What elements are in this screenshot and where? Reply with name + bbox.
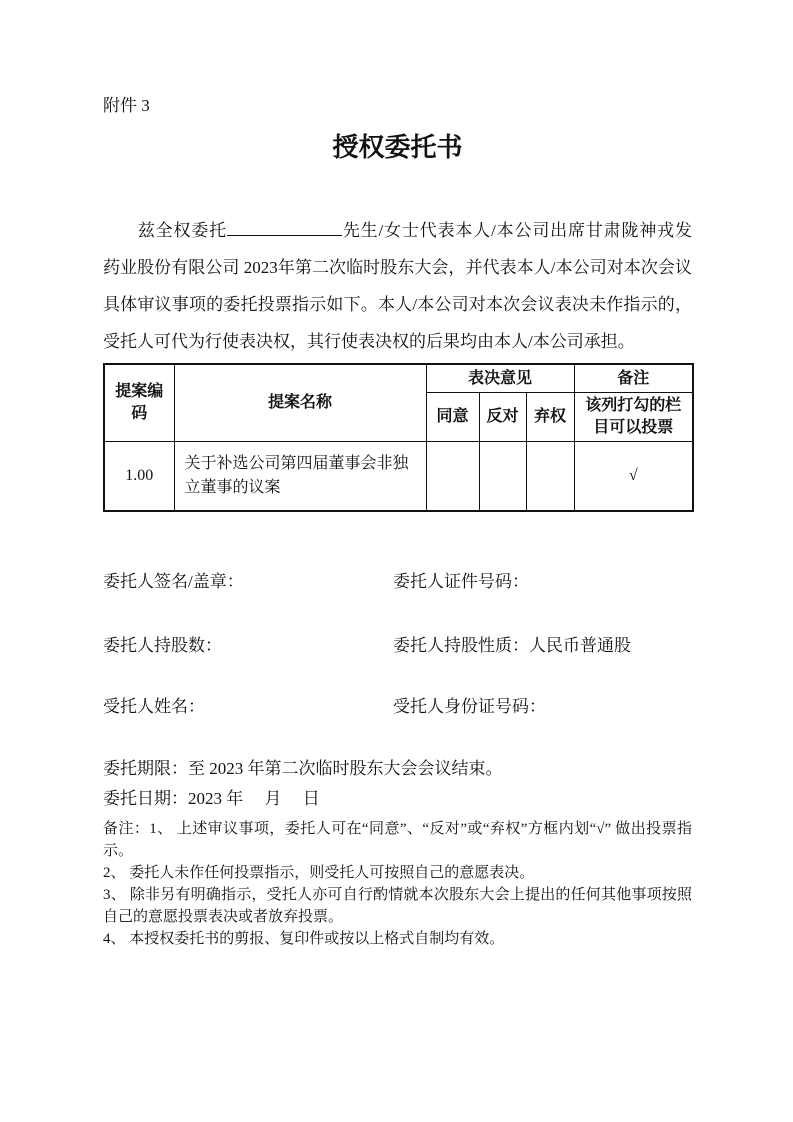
note-2: 2、 委托人未作任何投票指示，则受托人可按照自己的意愿表决。 xyxy=(103,865,535,881)
field-row-shares xyxy=(103,635,692,657)
header-remark-note: 该列打勾的栏目可以投票 xyxy=(574,393,693,442)
proposal-name-cell: 关于补选公司第四届董事会非独立董事的议案 xyxy=(174,442,426,512)
header-voting-opinion: 表决意见 xyxy=(426,364,574,393)
intro-line-1-prefix: 兹全权委托 xyxy=(137,221,228,240)
attachment-label: 附件 3 xyxy=(103,96,150,115)
intro-line-2: 药业股份有限公司 2023年第二次临时股东大会，并代表本人/本公司对本次会议 xyxy=(103,258,692,277)
principal-name-blank xyxy=(227,217,342,236)
principal-id-label: 委托人证件号码： xyxy=(393,572,529,591)
note-3: 3、 除非另有明确指示，受托人亦可自行酌情就本次股东大会上提出的任何其他事项按照自己的意愿投票表决或者放弃投票。 xyxy=(103,887,692,925)
date-label: 委托日期：2023 年 月 日 xyxy=(103,789,320,808)
header-proposal-name: 提案名称 xyxy=(174,364,426,442)
agree-vote-cell xyxy=(426,442,479,512)
header-remark: 备注 xyxy=(574,364,693,393)
principal-shares-label: 委托人持股数： xyxy=(103,636,222,655)
note-1: 备注：1、 上述审议事项，委托人可在“同意”、“反对”或“弃权”方框内划“√” 做出投票指示。 xyxy=(103,821,692,859)
field-row-signature xyxy=(103,571,692,593)
oppose-vote-cell xyxy=(479,442,526,512)
period-label: 委托期限：至 2023 年第二次临时股东大会会议结束。 xyxy=(103,759,503,778)
intro-line-1 xyxy=(103,212,692,249)
trustee-id-label: 受托人身份证号码： xyxy=(393,697,546,716)
intro-line-1-suffix: 先生/女士代表本人/本公司出席甘肃陇神戎发 xyxy=(342,221,692,240)
field-row-trustee xyxy=(103,696,692,718)
principal-share-type-label: 委托人持股性质：人民币普通股 xyxy=(393,636,631,655)
intro-paragraph xyxy=(103,212,692,360)
proposal-code-cell: 1.00 xyxy=(104,442,174,512)
remarks-section xyxy=(103,818,692,950)
trustee-name-label: 受托人姓名： xyxy=(103,697,205,716)
proposal-row xyxy=(104,442,693,512)
remark-checkmark-cell: √ xyxy=(574,442,693,512)
header-abstain: 弃权 xyxy=(526,393,574,442)
page-title: 授权委托书 xyxy=(332,132,463,162)
header-agree: 同意 xyxy=(426,393,479,442)
proposals-table xyxy=(103,363,694,512)
intro-line-3: 具体审议事项的委托投票指示如下。本人/本公司对本次会议表决未作指示的， xyxy=(103,295,692,314)
note-4: 4、 本授权委托书的剪报、复印件或按以上格式自制均有效。 xyxy=(103,931,505,947)
header-oppose: 反对 xyxy=(479,393,526,442)
intro-line-4: 受托人可代为行使表决权，其行使表决权的后果均由本人/本公司承担。 xyxy=(103,332,635,351)
header-proposal-code: 提案编码 xyxy=(104,364,174,442)
abstain-vote-cell xyxy=(526,442,574,512)
principal-signature-label: 委托人签名/盖章： xyxy=(103,572,244,591)
